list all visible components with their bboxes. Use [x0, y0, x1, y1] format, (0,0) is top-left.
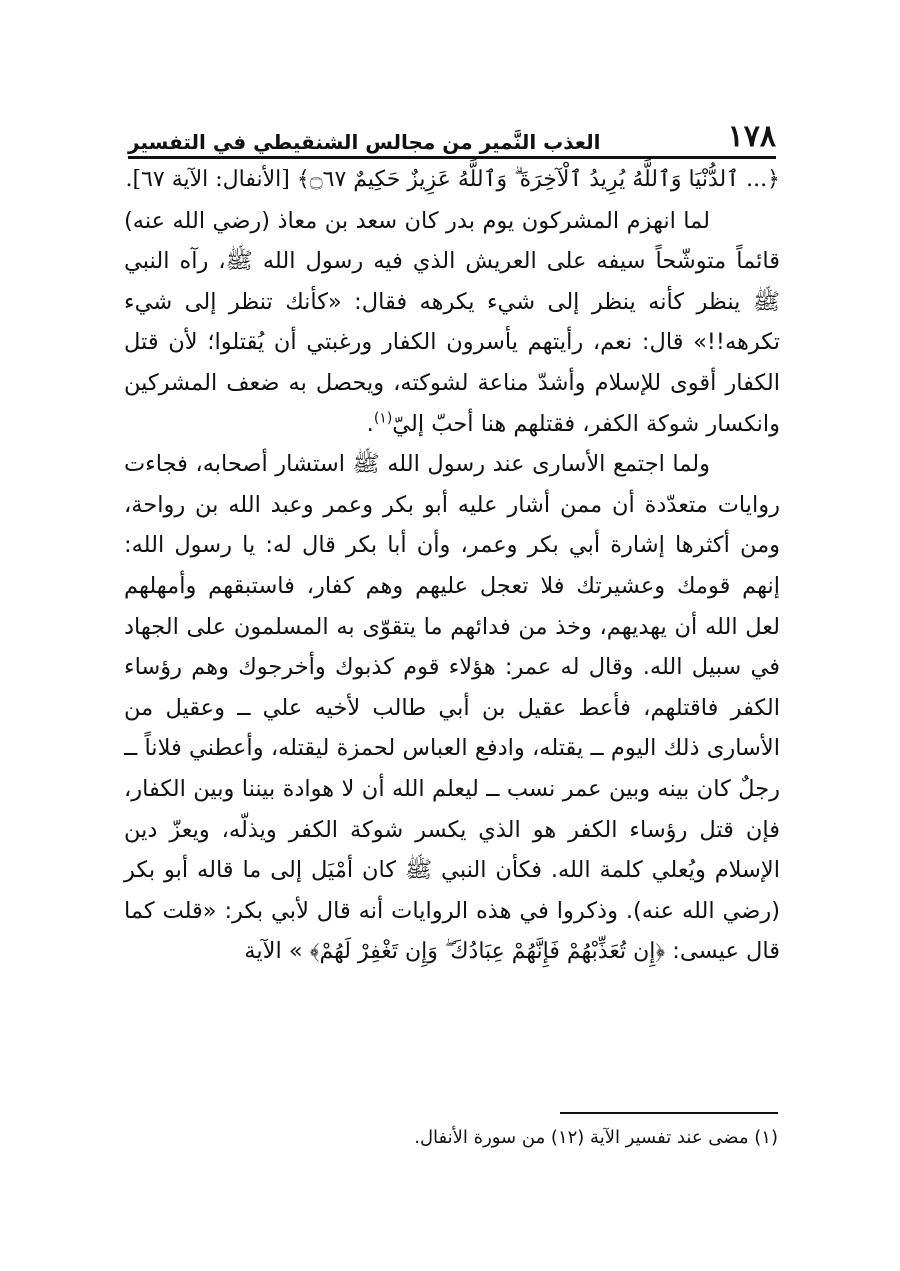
quran-verse: ﴿إِن تُعَذِّبْهُمْ فَإِنَّهُمْ عِبَادُكَ ۖ وَإِن تَغْفِرْ لَهُمْ﴾ — [309, 939, 666, 965]
page-header — [128, 112, 776, 159]
page-body — [124, 160, 780, 973]
running-title: العذب النَّمير من مجالس الشنقيطي في التفسير — [128, 130, 601, 154]
paragraph-1 — [124, 201, 780, 445]
paragraph-2 — [124, 444, 780, 973]
paragraph-1-text: لما انهزم المشركون يوم بدر كان سعد بن معاذ (رضي الله عنه) قائماً متوشّحاً سيفه على العريش الذي فيه رسول الله ﷺ، رآه النبي ﷺ ينظر كأنه ينظر إلى شيء يكرهه فقال: «كأنك تنظر إلى شيء تكرهه!!» قال: نعم، رأيتهم يأسرون الكفار ورغبتي أن يُقتلوا؛ لأن قتل الكفار أقوى للإسلام وأشدّ مناعة لشوكته، ويحصل به ضعف المشركين وانكسار شوكة الكفر، فقتلهم هنا أحبّ إليّ — [124, 207, 780, 437]
paragraph-2-tail: » الآية — [244, 938, 303, 965]
footnote-ref: (١) — [373, 410, 393, 427]
verse-line: ﴿... ٱلدُّنْيَا وَٱللَّهُ يُرِيدُ ٱلْآخِرَةَ ۗ وَٱللَّهُ عَزِيزٌ حَكِيمٌ ۝٦٧﴾ [الأنفال: الآية ٦٧]. — [125, 167, 780, 192]
paragraph-2-text: ولما اجتمع الأسارى عند رسول الله ﷺ استشار أصحابه، فجاءت روايات متعدّدة أن ممن أشار عليه أبو بكر وعمر وعبد الله بن رواحة، ومن أكثرها إشارة أبي بكر وعمر، وأن أبا بكر قال له: يا رسول الله: إنهم قومك وعشيرتك فلا تعجل عليهم وهم كفار، فاستبقهم وأمهلهم لعل الله أن يهديهم، وخذ من فدائهم ما يتقوّى به المسلمون على الجهاد في سبيل الله. وقال له عمر: هؤلاء قوم كذبوك وأخرجوك وهم رؤساء الكفر فاقتلهم، فأعط عقيل بن أبي طالب لأخيه علي ــ وعقيل من الأسارى ذلك اليوم ــ يقتله، وادفع العباس لحمزة ليقتله، وأعطني فلاناً ــ رجلٌ كان بينه وبين عمر نسب ــ ليعلم الله أن لا هوادة بيننا وبين الكفار، فإن قتل رؤساء الكفر هو الذي يكسر شوكة الكفر ويذلّه، ويعزّ دين الإسلام ويُعلي كلمة الله. فكأن النبي ﷺ كان أمْيَل إلى ما قاله أبو بكر (رضي الله عنه). وذكروا في هذه الروايات أنه قال لأبي بكر: «قلت كما قال عيسى: — [124, 451, 780, 965]
paragraph-1-end: . — [366, 410, 374, 437]
page-number: ١٧٨ — [727, 119, 776, 154]
footnote: (١) مضى عند تفسير الآية (١٢) من سورة الأنفال. — [414, 1127, 778, 1148]
footnote-divider — [560, 1112, 778, 1114]
